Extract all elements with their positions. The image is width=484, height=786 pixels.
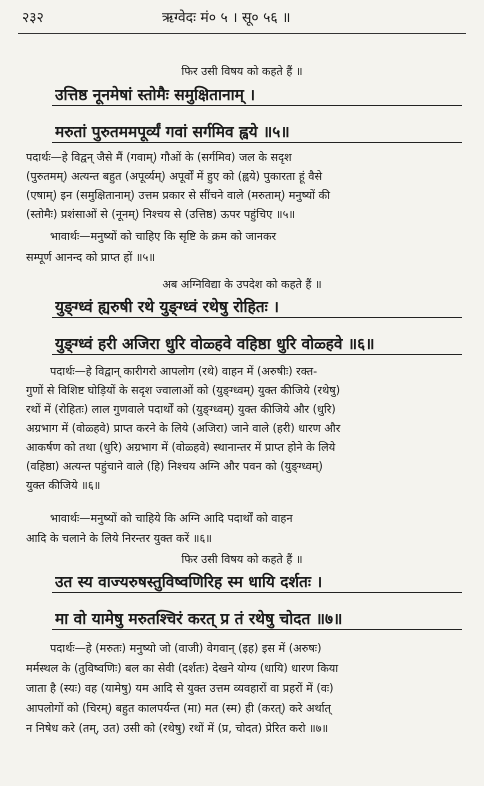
page-number: २३२ [22, 10, 44, 26]
running-title: ऋग्वेदः मं० ५ । सू० ५६ ॥ [162, 10, 291, 26]
mantra-line: युङ्ग्ध्वं हरी अजिरा धुरि वोळ्हवे वहिष्ठा धुरि वोळ्हवे ॥६॥ [55, 335, 375, 353]
bhavartha-line: भावार्थः—मनुष्यों को चाहिये कि अग्नि आदि पदार्थों को वाहन [50, 512, 293, 525]
padartha-line: पदार्थः—हे (मरुतः) मनुष्यो जो (वाजी) वेगवान् (इह) इस में (अरुषः) [50, 642, 322, 655]
intro-line: फिर उसी विषय को कहते हैं ॥ [181, 553, 303, 566]
padartha-line: न निषेध करे (तम्, उत) उसी को (रथेषु) रथों में (प्र, चोदत) प्रेरित करो ॥७॥ [26, 722, 329, 735]
padartha-line: पदार्थः—हे विद्वान् कारीगरो आपलोग (रथे) वाहन में (अरुषीः) रक्त- [50, 365, 318, 378]
intro-line: फिर उसी विषय को कहते हैं ॥ [181, 65, 303, 78]
padartha-line: आकर्षण को तथा (धुरि) अग्रभाग में (वोळ्हवे) स्थानान्तर में प्राप्त होने के लिये [26, 441, 336, 454]
padartha-line: जाता है (स्यः) वह (यामेषु) यम आदि से युक्त उत्तम व्यवहारों वा प्रहरों में (वः) [26, 682, 334, 695]
padartha-line: रथों में (रोहितः) लाल गुणवाले पदार्थों को (युङ्ग्ध्वम्) युक्त कीजिये और (धुरि) [26, 403, 336, 416]
header-rule [18, 33, 466, 34]
intro-line: अब अग्निविद्या के उपदेश को कहते हैं ॥ [162, 278, 322, 291]
padartha-line: अग्रभाग में (वोळ्हवे) प्राप्त करने के लिये (अजिरा) जाने वाले (हरी) धारण और [26, 422, 341, 435]
mantra-line: युङ्ग्ध्वं ह्यरुषी रथे युङ्ग्ध्वं रथेषु रोहितः । [55, 298, 280, 316]
bhavartha-line: भावार्थः—मनुष्यों को चाहिए कि सृष्टि के क्रम को जानकर [50, 230, 277, 243]
padartha-line: (एषाम्) इन (समुक्षितानाम्) उत्तम प्रकार से सींचने वाले (मरुताम्) मनुष्यों की [26, 189, 331, 202]
padartha-line: आपलोगों को (चिरम्) बहुत कालपर्यन्त (मा) मत (स्म) ही (करत्) करे अर्थात् [26, 702, 331, 715]
mantra-line: मा वो यामेषु मरुतश्चिरं करत् प्र तं रथेषु चोदत ॥७॥ [55, 610, 343, 628]
padartha-line: युक्त कीजिये ॥६॥ [26, 479, 101, 492]
mantra-line: उत स्य वाज्यरुषस्तुविष्वणिरिह स्म धायि दर्शतः । [55, 573, 323, 591]
bhavartha-line: आदि के चलाने के लिये निरन्तर युक्त करें ॥६॥ [26, 532, 213, 545]
page-header [22, 8, 466, 30]
mantra-line: उत्तिष्ठ नूनमेषां स्तोमैः समुक्षितानाम् । [55, 86, 256, 104]
padartha-line: (वहिष्ठा) अत्यन्त पहुंचाने वाले (हि) निश्चय अग्नि और पवन को (युङ्ग्ध्वम्) [26, 460, 323, 473]
mantra-line: मरुतां पुरुतममपूर्व्यं गवां सर्गमिव ह्वये ॥५॥ [55, 123, 290, 141]
bhavartha-line: सम्पूर्ण आनन्द को प्राप्त हों ॥५॥ [26, 251, 156, 264]
padartha-line: पदार्थः—हे विद्वन् जैसे मैं (गवाम्) गौओं के (सर्गमिव) जल के सदृश [26, 151, 292, 164]
padartha-line: (पुरुतमम्) अत्यन्त बहुत (अपूर्व्यम्) अपूर्वों में हुए को (ह्वये) पुकारता हूं वैसे [26, 170, 323, 183]
padartha-line: (स्तोमैः) प्रशंसाओं से (नूनम्) निश्चय से (उत्तिष्ठ) ऊपर पहुंचिए ॥५॥ [26, 208, 296, 221]
padartha-line: मर्मस्थल के (तुविष्वणिः) बल का सेवी (दर्शतः) देखने योग्य (धायि) धारण किया [26, 662, 339, 675]
padartha-line: गुणों से विशिष्ट घोड़ियों के सदृश ज्वालाओं को (युङ्ग्ध्वम्) युक्त कीजिये (रथेषु) [26, 384, 341, 397]
